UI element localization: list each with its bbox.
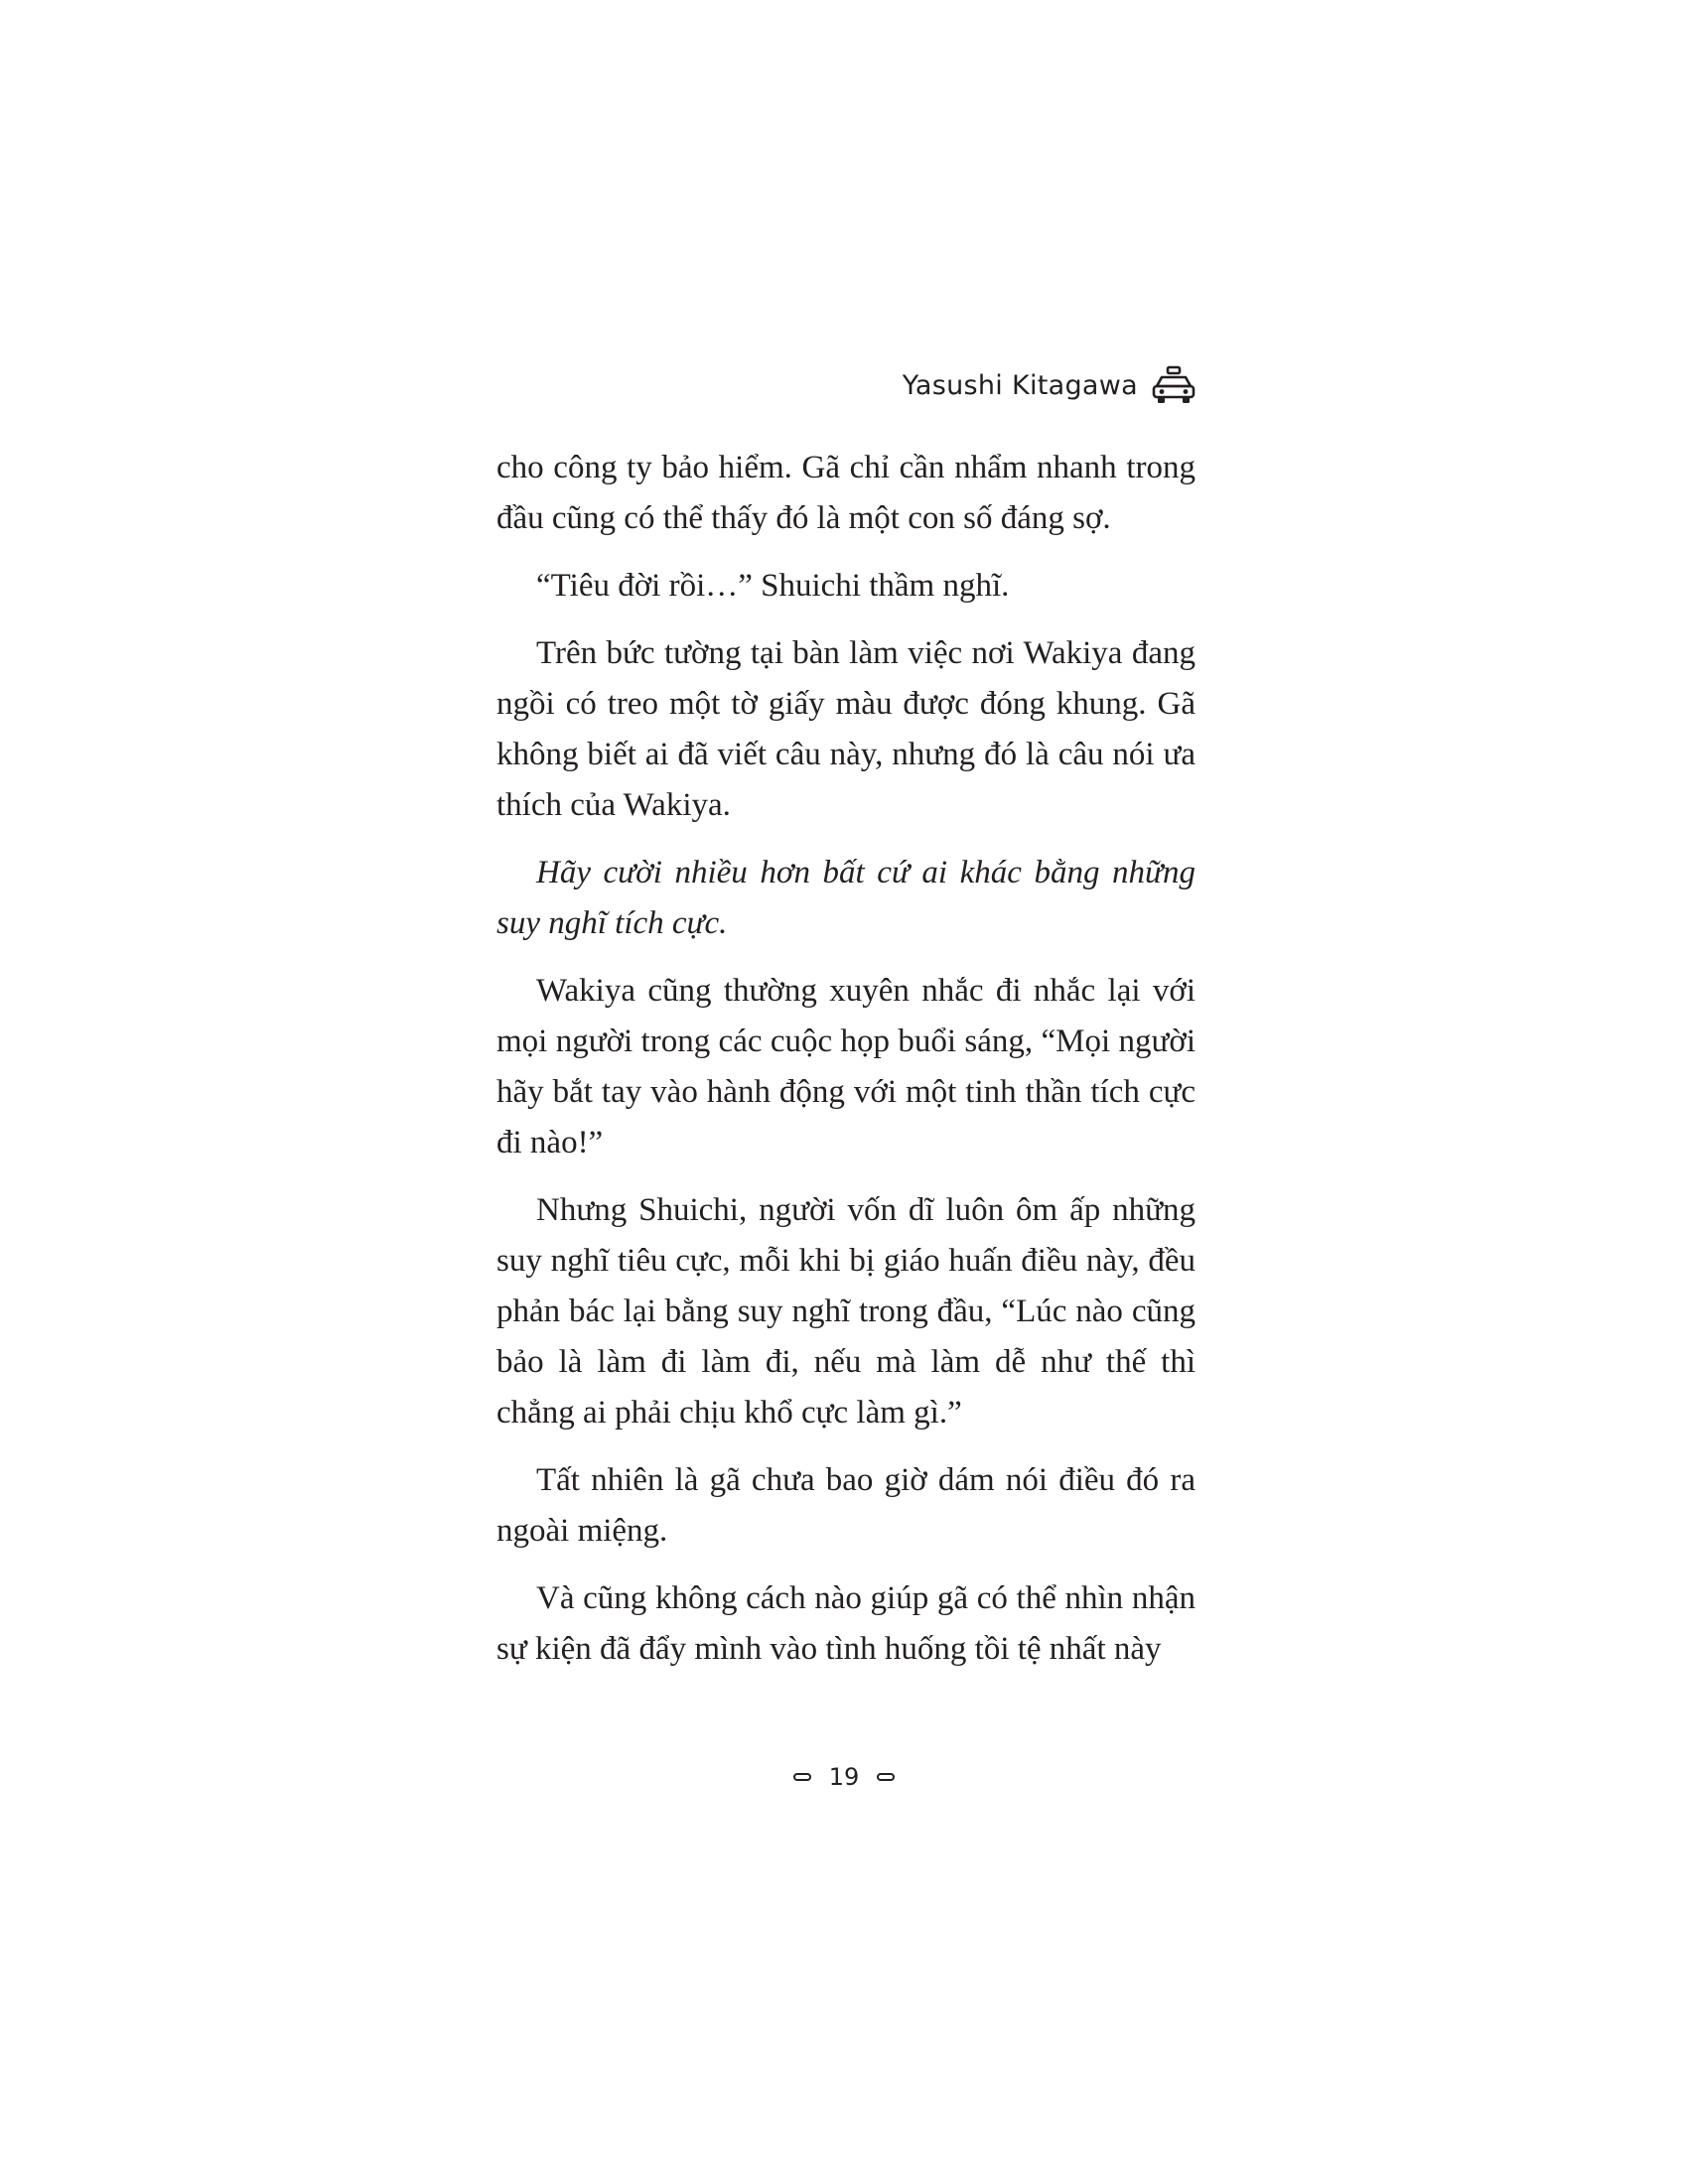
paragraph: “Tiêu đời rồi…” Shuichi thầm nghĩ. (536, 568, 1010, 604)
author-name: Yasushi Kitagawa (902, 369, 1138, 401)
paragraph: Tất nhiên là gã chưa bao giờ dám nói điều đó ra ngoài miệng. (496, 1462, 1196, 1549)
running-header (496, 359, 1196, 411)
framed-quote: Hãy cười nhiều hơn bất cứ ai khác bằng những suy nghĩ tích cực. (496, 855, 1196, 941)
paragraph: cho công ty bảo hiểm. Gã chỉ cần nhẩm nhanh trong đầu cũng có thể thấy đó là một con số đáng sợ. (496, 450, 1196, 536)
body-text (496, 443, 1196, 1692)
paragraph: Nhưng Shuichi, người vốn dĩ luôn ôm ấp những suy nghĩ tiêu cực, mỗi khi bị giáo huấn điều này, đều phản bác lại bằng suy nghĩ trong đầu, “Lúc nào cũng bảo là làm đi làm đi, nếu mà làm dễ như thế thì chẳng ai phải chịu khổ cực làm gì.” (496, 1192, 1196, 1431)
paragraph: Wakiya cũng thường xuyên nhắc đi nhắc lại với mọi người trong các cuộc họp buổi sáng, “Mọi người hãy bắt tay vào hành động với một tinh thần tích cực đi nào!” (496, 973, 1196, 1160)
paragraph: Và cũng không cách nào giúp gã có thể nhìn nhận sự kiện đã đẩy mình vào tình huống tồi tệ nhất này (496, 1580, 1196, 1667)
page-footer (0, 1763, 1688, 1791)
page-number: 19 (828, 1763, 860, 1791)
folio-ornament-left (793, 1773, 811, 1781)
folio-ornament-right (877, 1773, 895, 1781)
paragraph: Trên bức tường tại bàn làm việc nơi Wakiya đang ngồi có treo một tờ giấy màu được đóng khung. Gã không biết ai đã viết câu này, nhưng đó là câu nói ưa thích của Wakiya. (496, 635, 1196, 823)
taxi-icon (1152, 365, 1196, 405)
